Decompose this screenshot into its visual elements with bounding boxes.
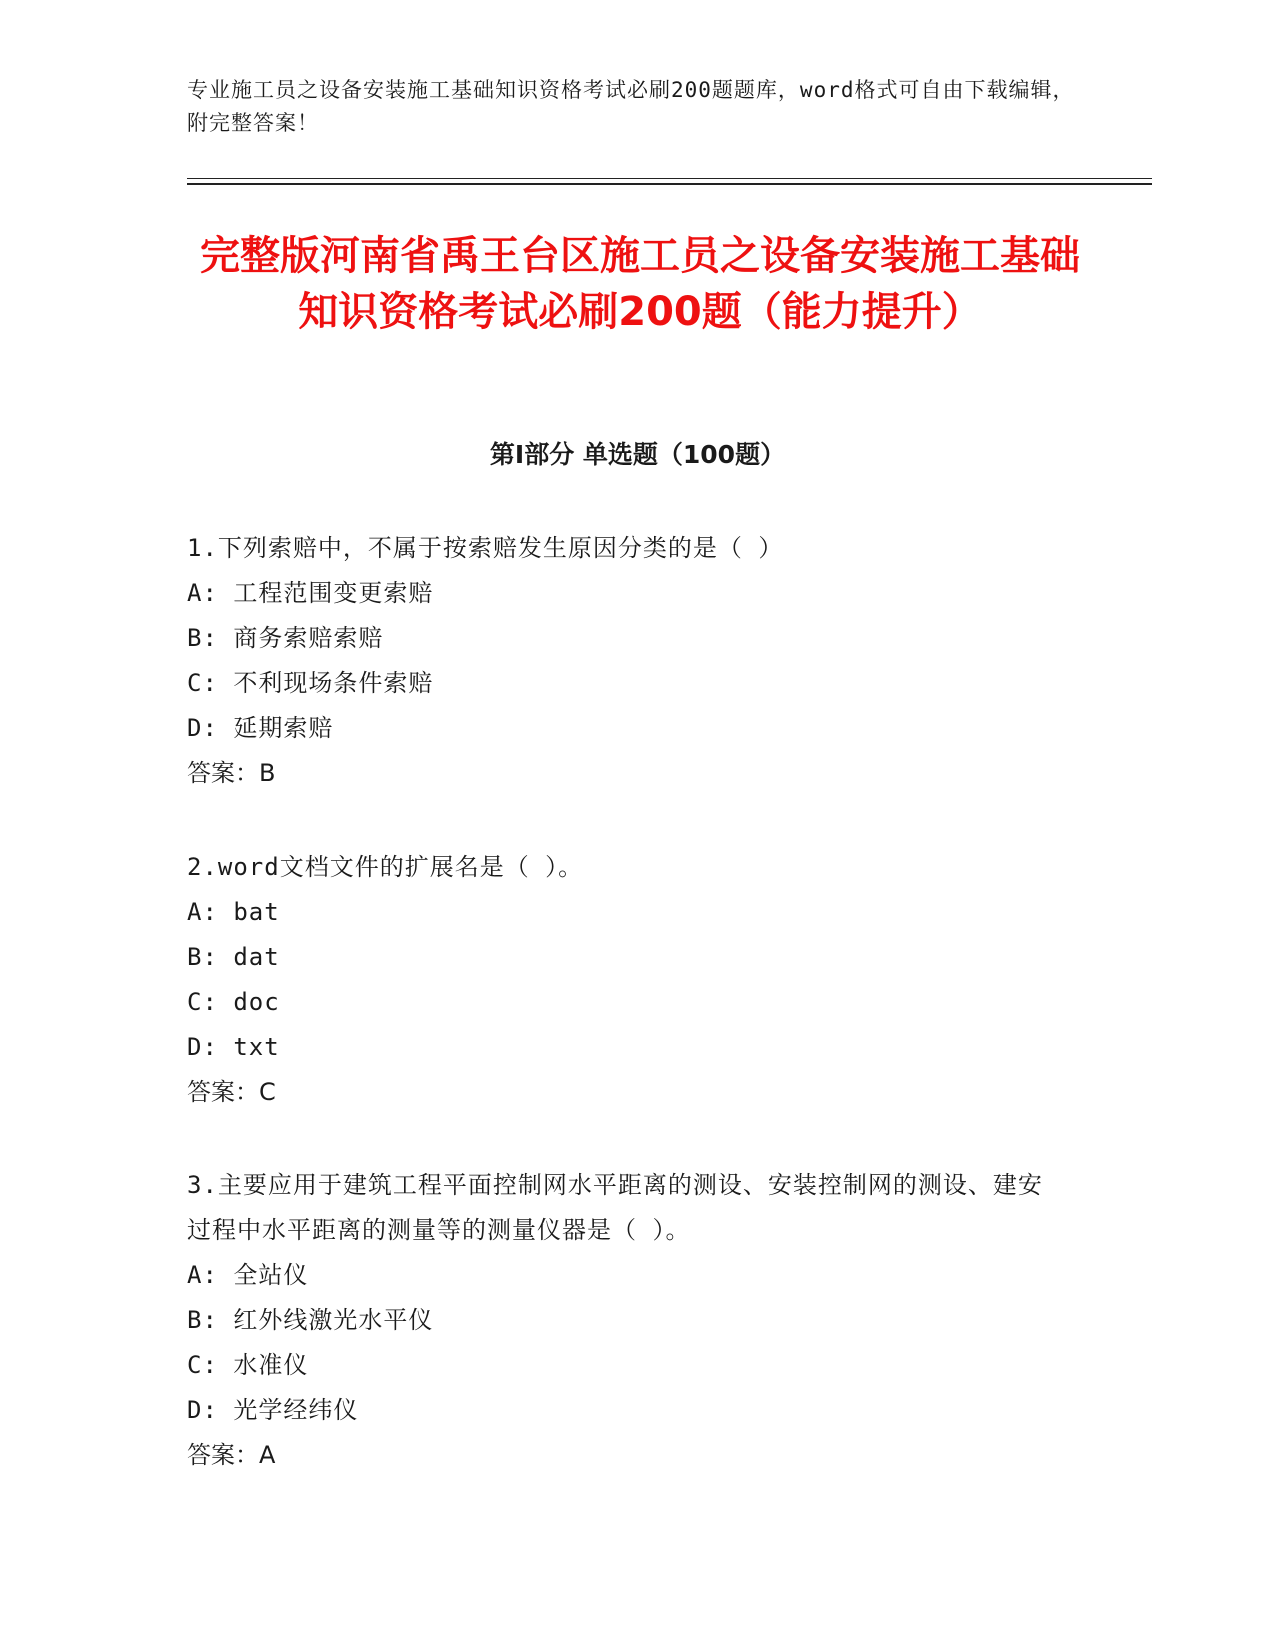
option-b: B: dat <box>187 943 280 971</box>
option-a: A: 工程范围变更索赔 <box>187 579 434 607</box>
question-stem: 1.下列索赔中，不属于按索赔发生原因分类的是（ ） <box>187 534 784 562</box>
question-stem: 2.word文档文件的扩展名是（ ）。 <box>187 853 584 881</box>
question-stem: 3.主要应用于建筑工程平面控制网水平距离的测设、安装控制网的测设、建安过程中水平距离的测量等的测量仪器是（ ）。 <box>187 1171 1043 1244</box>
option-d: D: txt <box>187 1033 280 1061</box>
answer-line: 答案：A <box>187 1441 276 1469</box>
section-heading: 第I部分 单选题（100题） <box>489 440 786 469</box>
header-divider-thin <box>187 178 1152 179</box>
document-title: 完整版河南省禹王台区施工员之设备安装施工基础知识资格考试必刷200题（能力提升） <box>200 233 1080 335</box>
answer-line: 答案：C <box>187 1078 276 1106</box>
question-block <box>187 845 1067 1115</box>
question-block <box>187 1163 1067 1478</box>
header-divider-thick <box>187 183 1152 185</box>
option-c: C: doc <box>187 988 280 1016</box>
option-a: A: bat <box>187 898 280 926</box>
question-block <box>187 526 1067 796</box>
header-note: 专业施工员之设备安装施工基础知识资格考试必刷200题题库，word格式可自由下载编辑，附完整答案！ <box>187 78 1075 135</box>
answer-line: 答案：B <box>187 759 276 787</box>
option-b: B: 商务索赔索赔 <box>187 624 384 652</box>
option-c: C: 水准仪 <box>187 1351 309 1379</box>
option-d: D: 延期索赔 <box>187 714 334 742</box>
option-b: B: 红外线激光水平仪 <box>187 1306 434 1334</box>
option-d: D: 光学经纬仪 <box>187 1396 359 1424</box>
option-c: C: 不利现场条件索赔 <box>187 669 434 697</box>
option-a: A: 全站仪 <box>187 1261 309 1289</box>
